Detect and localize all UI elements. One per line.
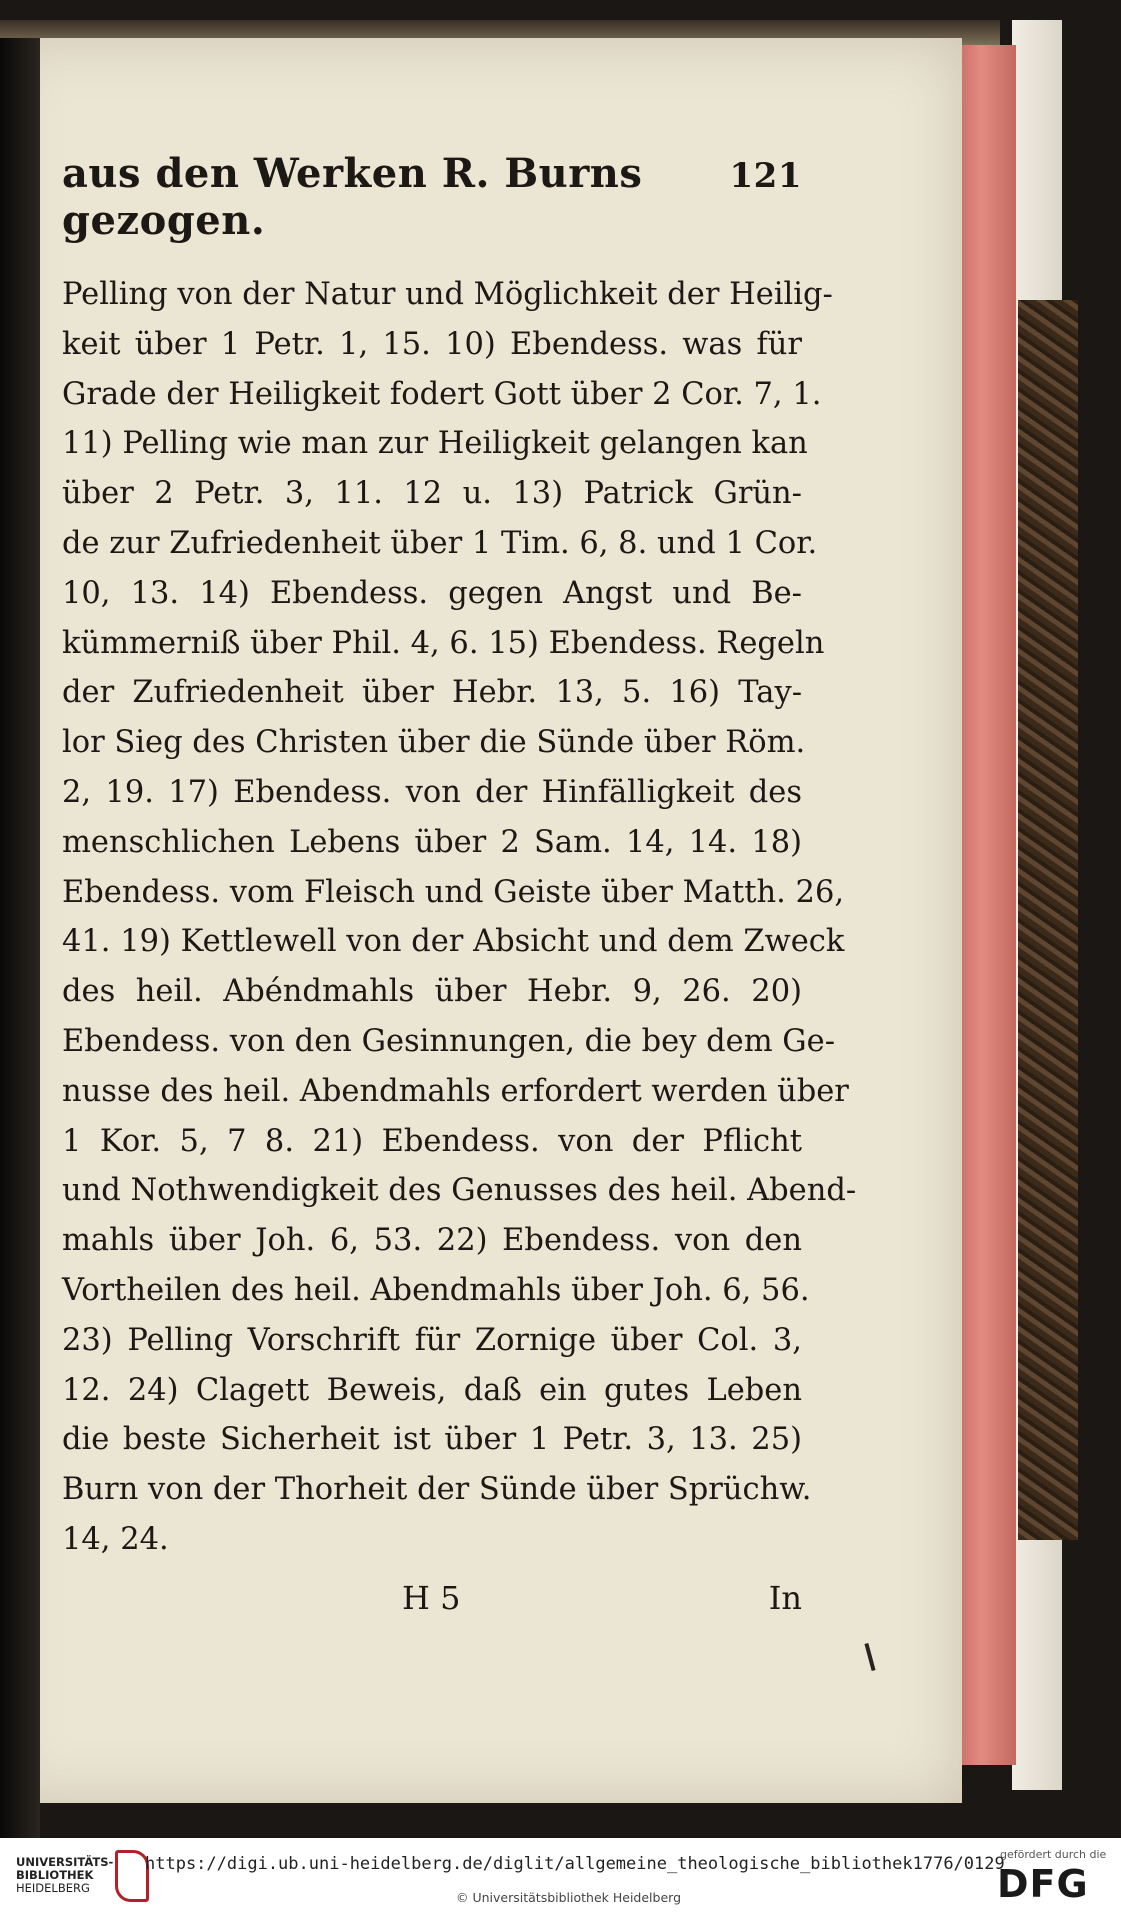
library-name-line2: BIBLIOTHEK	[16, 1868, 94, 1882]
text-line: de zur Zufriedenheit über 1 Tim. 6, 8. und 1 Cor.	[62, 525, 818, 561]
text-line: die beste Sicherheit ist über 1 Petr. 3, 13. 25)	[62, 1422, 802, 1458]
text-line: Vortheilen des heil. Abendmahls über Joh. 6, 56.	[62, 1272, 810, 1308]
text-line: Grade der Heiligkeit fodert Gott über 2 Cor. 7, 1.	[62, 376, 822, 412]
page-red-edge	[958, 45, 1016, 1765]
running-head-title: aus den Werken R. Burns gezogen.	[62, 150, 643, 244]
library-name-line1: UNIVERSITÄTS-	[16, 1855, 114, 1869]
text-line: Pelling von der Natur und Möglichkeit der Heilig-	[62, 277, 833, 312]
text-line: 2, 19. 17) Ebendess. von der Hinfälligkeit des	[62, 774, 802, 810]
page-footer	[62, 1579, 802, 1617]
page-number: 121	[729, 156, 802, 196]
running-header	[62, 150, 802, 244]
text-line: nusse des heil. Abendmahls erfordert werden über	[62, 1073, 849, 1109]
dfg-logo[interactable]: DFG	[997, 1862, 1089, 1906]
body-text	[62, 270, 857, 1565]
text-line: 14, 24.	[62, 1521, 169, 1557]
text-line: menschlichen Lebens über 2 Sam. 14, 14. 18)	[62, 824, 802, 860]
spine-shadow	[0, 38, 40, 1838]
text-line: lor Sieg des Christen über die Sünde über Röm.	[62, 725, 806, 761]
text-line: 12. 24) Clagett Beweis, daß ein gutes Leben	[62, 1372, 802, 1408]
text-line: über 2 Petr. 3, 11. 12 u. 13) Patrick Grün-	[62, 476, 802, 512]
text-line: 1 Kor. 5, 7 8. 21) Ebendess. von der Pflicht	[62, 1123, 802, 1159]
funder-caption: gefördert durch die	[1000, 1848, 1107, 1861]
text-line: 41. 19) Kettlewell von der Absicht und dem Zweck	[62, 924, 845, 960]
text-line: 10, 13. 14) Ebendess. gegen Angst und Be-	[62, 575, 802, 611]
page-content	[62, 150, 857, 1617]
book-cover-marbled	[1018, 300, 1078, 1540]
text-line: Burn von der Thorheit der Sünde über Sprüchw.	[62, 1472, 812, 1508]
viewer-footer-bar	[0, 1838, 1121, 1916]
text-line: und Nothwendigkeit des Genusses des heil. Abend-	[62, 1173, 857, 1209]
text-line: der Zufriedenheit über Hebr. 13, 5. 16) Tay-	[62, 675, 802, 711]
text-line: mahls über Joh. 6, 53. 22) Ebendess. von den	[62, 1223, 802, 1259]
text-line: keit über 1 Petr. 1, 15. 10) Ebendess. was für	[62, 326, 802, 362]
text-line: des heil. Abéndmahls über Hebr. 9, 26. 20)	[62, 974, 802, 1010]
permalink-url[interactable]: https://digi.ub.uni-heidelberg.de/diglit/allgemeine_theologische_bibliothek1776/0129	[145, 1854, 1005, 1874]
text-line: kümmerniß über Phil. 4, 6. 15) Ebendess. Regeln	[62, 625, 825, 661]
library-name-line3: HEIDELBERG	[16, 1881, 90, 1895]
text-line: Ebendess. vom Fleisch und Geiste über Matth. 26,	[62, 874, 845, 910]
text-line: 11) Pelling wie man zur Heiligkeit gelangen kan	[62, 426, 808, 462]
library-logo-icon	[115, 1850, 149, 1902]
text-line: Ebendess. von den Gesinnungen, die bey dem Ge-	[62, 1023, 836, 1059]
text-line: 23) Pelling Vorschrift für Zornige über Col. 3,	[62, 1322, 802, 1358]
signature-mark: H 5	[402, 1578, 461, 1617]
catchword: In	[768, 1578, 802, 1617]
library-logo[interactable]	[16, 1856, 116, 1895]
copyright-notice: © Universitätsbibliothek Heidelberg	[456, 1890, 682, 1905]
